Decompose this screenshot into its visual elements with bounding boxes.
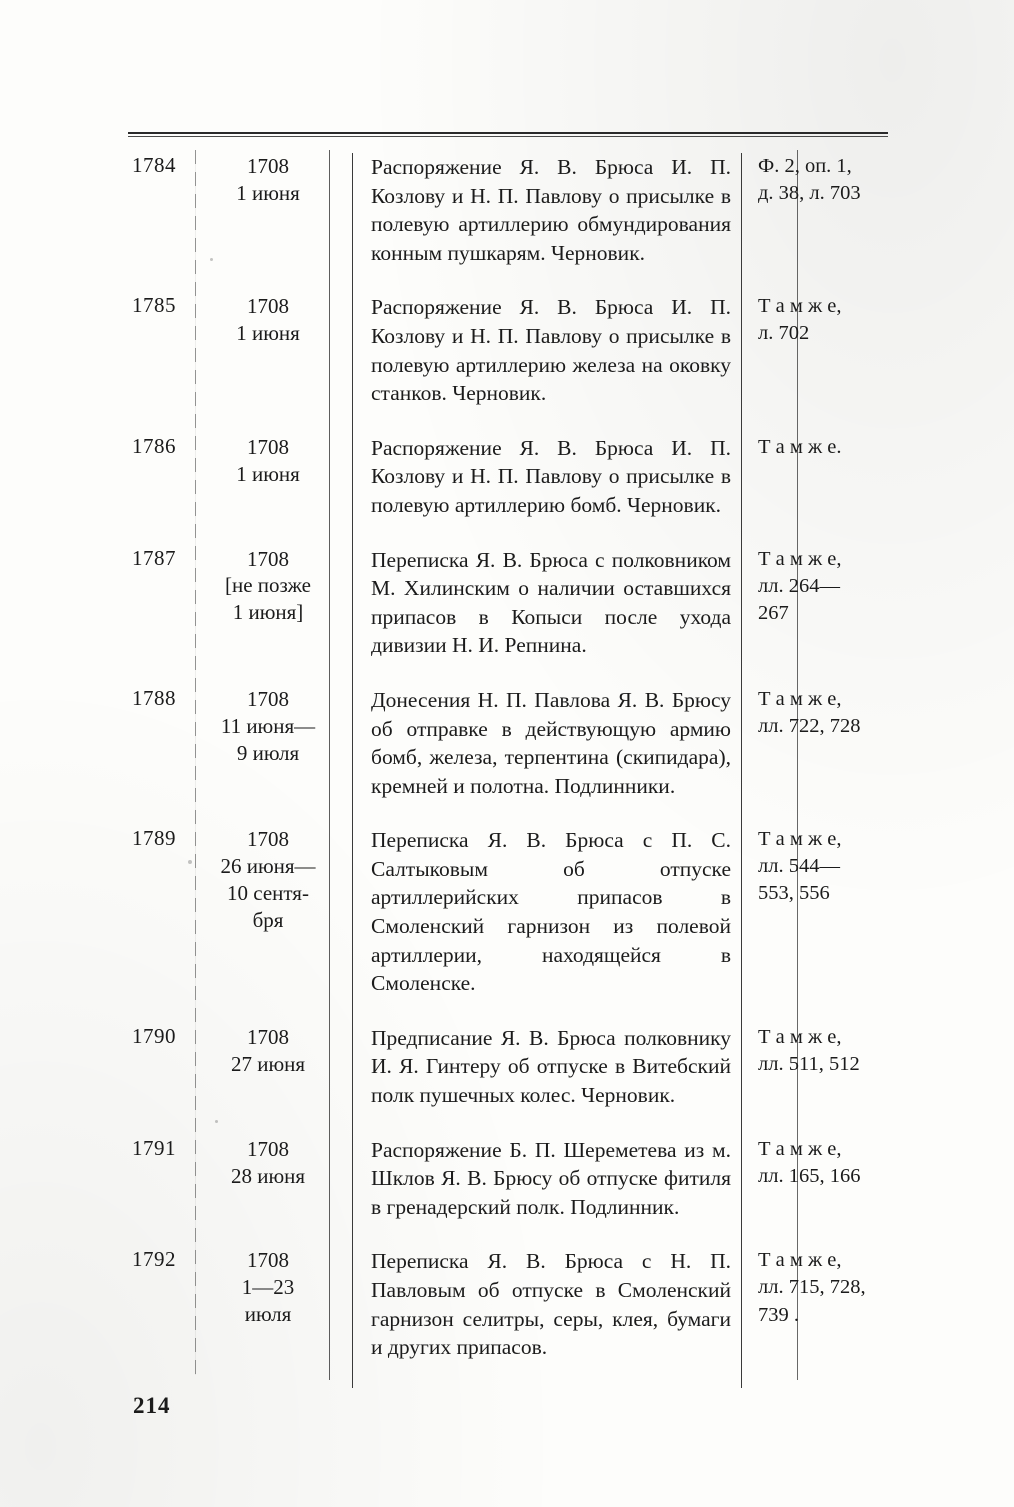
entry-date-line: [не позже: [224, 573, 311, 598]
entry-date: [198, 546, 353, 686]
table-row: [128, 293, 928, 433]
entry-date: [198, 1024, 353, 1136]
entry-date-line: 1 июня]: [232, 600, 304, 625]
table-row: [128, 826, 928, 1024]
entry-description: [353, 153, 742, 293]
entry-description: [353, 1247, 742, 1387]
entry-date: [198, 686, 353, 826]
entry-date-line: 1708: [247, 827, 289, 852]
entry-date: [198, 434, 353, 546]
entry-reference: [742, 546, 929, 686]
entry-number: 1789: [132, 826, 176, 851]
entry-number: 1792: [132, 1247, 176, 1272]
entry-reference-line: лл. 165, 166: [758, 1164, 861, 1187]
entry-number: 1787: [132, 545, 176, 570]
entry-date-line: 1 июня: [236, 180, 300, 205]
entry-reference: [742, 153, 929, 293]
entry-date: [198, 1136, 353, 1248]
entry-number: 1784: [132, 153, 176, 177]
entry-date-line: 1708: [247, 294, 289, 319]
entry-reference-line: лл. 722, 728: [758, 714, 861, 737]
entry-reference-line: лл. 511, 512: [758, 1052, 860, 1075]
entry-description: [353, 293, 742, 433]
entry-reference-line: Т а м ж е,: [758, 1249, 842, 1272]
table-row: [128, 434, 928, 546]
entry-description: [353, 1136, 742, 1248]
entry-description-text: Переписка Я. В. Брюса с П. С. Салтыковым об отпуске артиллерийских припасов в Смоленский гарнизон из полевой артиллерии, находящейся в Смоленске.: [371, 828, 731, 996]
entry-description: [353, 546, 742, 686]
entry-reference-line: 739 .: [758, 1303, 799, 1326]
entry-reference: [742, 434, 929, 546]
table-row: [128, 686, 928, 826]
entry-reference-line: д. 38, л. 703: [758, 182, 861, 205]
table-sheet: [128, 132, 888, 1388]
entry-reference: [742, 826, 929, 1024]
entry-reference: [742, 1136, 929, 1248]
entry-number: 1786: [132, 433, 176, 458]
entry-description-text: Распоряжение Я. В. Брюса И. П. Козлову и Н. П. Павлову о присылке в полевую артиллерию обмундирования конным пушкарям. Черновик.: [371, 155, 731, 265]
entry-reference: [742, 1024, 929, 1136]
entry-description: [353, 826, 742, 1024]
entry-date-line: 26 июня—: [220, 854, 316, 879]
entry-number: 1788: [132, 685, 176, 710]
entry-reference-line: Ф. 2, оп. 1,: [758, 155, 852, 177]
entry-reference-line: лл. 264—: [758, 574, 840, 597]
entry-description: [353, 1024, 742, 1136]
entry-date-line: 1—23: [241, 1275, 295, 1300]
entry-date-line: 1 июня: [236, 321, 300, 346]
entry-description-text: Распоряжение Б. П. Шереметева из м. Шклов Я. В. Брюсу об отпуске фитиля в гренадерский полк. Подлинник.: [371, 1137, 731, 1219]
table-row: [128, 1247, 928, 1387]
entry-date-line: 1708: [247, 686, 289, 711]
entry-reference-line: Т а м ж е,: [758, 1137, 842, 1160]
entry-reference: [742, 1247, 929, 1387]
entry-date-line: 1708: [247, 546, 289, 571]
entry-date-line: 10 сентя-: [227, 881, 309, 906]
entry-reference-line: Т а м ж е,: [758, 687, 842, 710]
page-number: 214: [133, 1393, 171, 1418]
header-rule-thin: [128, 136, 888, 137]
entry-reference: [742, 686, 929, 826]
header-rule-thick: [128, 132, 888, 134]
entry-date: [198, 153, 353, 293]
entry-date-line: июля: [244, 1302, 292, 1327]
table-row: [128, 153, 928, 293]
entry-date-line: 28 июня: [230, 1163, 306, 1188]
entry-date-line: 1708: [247, 1136, 289, 1161]
entry-date: [198, 826, 353, 1024]
entry-date-line: 1708: [247, 434, 289, 459]
entry-description-text: Донесения Н. П. Павлова Я. В. Брюсу об отправке в действующую армию бомб, железа, терпентина (скипидара), кремней и полотна. Подлинники.: [371, 687, 731, 798]
entry-number: 1790: [132, 1023, 176, 1048]
entry-description: [353, 434, 742, 546]
entry-reference-line: Т а м ж е,: [758, 547, 842, 570]
entry-date-line: 11 июня—: [220, 713, 316, 738]
table-row: [128, 1024, 928, 1136]
entry-number: 1785: [132, 293, 176, 318]
entry-date-line: 9 июля: [236, 740, 300, 765]
entry-date-line: 27 июня: [230, 1051, 306, 1076]
entry-reference-line: Т а м ж е.: [758, 435, 842, 458]
entry-description-text: Предписание Я. В. Брюса полковнику И. Я. Гинтеру об отпуске в Витебский полк пушечных колес. Черновик.: [371, 1025, 731, 1108]
entry-reference-line: 267: [758, 601, 789, 624]
entry-date: [198, 1247, 353, 1387]
table-row: [128, 546, 928, 686]
table-row: [128, 1136, 928, 1248]
entry-description-text: Переписка Я. В. Брюса с полковником М. Хилинским о наличии оставшихся припасов в Копыси после ухода дивизии Н. И. Репнина.: [371, 547, 731, 658]
entry-number: 1791: [132, 1135, 176, 1160]
entry-date-line: 1708: [247, 1024, 289, 1049]
entry-date-line: 1 июня: [236, 461, 300, 486]
entry-reference-line: лл. 715, 728,: [758, 1276, 866, 1299]
entry-date: [198, 293, 353, 433]
entry-description-text: Распоряжение Я. В. Брюса И. П. Козлову и Н. П. Павлову о присылке в полевую артиллерию бомб. Черновик.: [371, 435, 731, 517]
register-table: [128, 153, 928, 1388]
entry-reference-line: л. 702: [758, 322, 810, 345]
entry-date-line: бря: [252, 907, 284, 932]
entry-reference-line: лл. 544—: [758, 855, 840, 878]
entry-description-text: Распоряжение Я. В. Брюса И. П. Козлову и Н. П. Павлову о присылке в полевую артиллерию железа на оковку станков. Черновик.: [371, 295, 731, 406]
entry-description: [353, 686, 742, 826]
entry-date-line: 1708: [247, 154, 289, 178]
entry-reference-line: Т а м ж е,: [758, 295, 842, 318]
entry-reference-line: Т а м ж е,: [758, 828, 842, 851]
entry-reference-line: Т а м ж е,: [758, 1025, 842, 1048]
entry-date-line: 1708: [247, 1248, 289, 1273]
entry-description-text: Переписка Я. В. Брюса с Н. П. Павловым об отпуске в Смоленский гарнизон селитры, серы, клея, бумаги и других припасов.: [371, 1249, 731, 1360]
entry-reference: [742, 293, 929, 433]
entry-reference-line: 553, 556: [758, 882, 830, 905]
